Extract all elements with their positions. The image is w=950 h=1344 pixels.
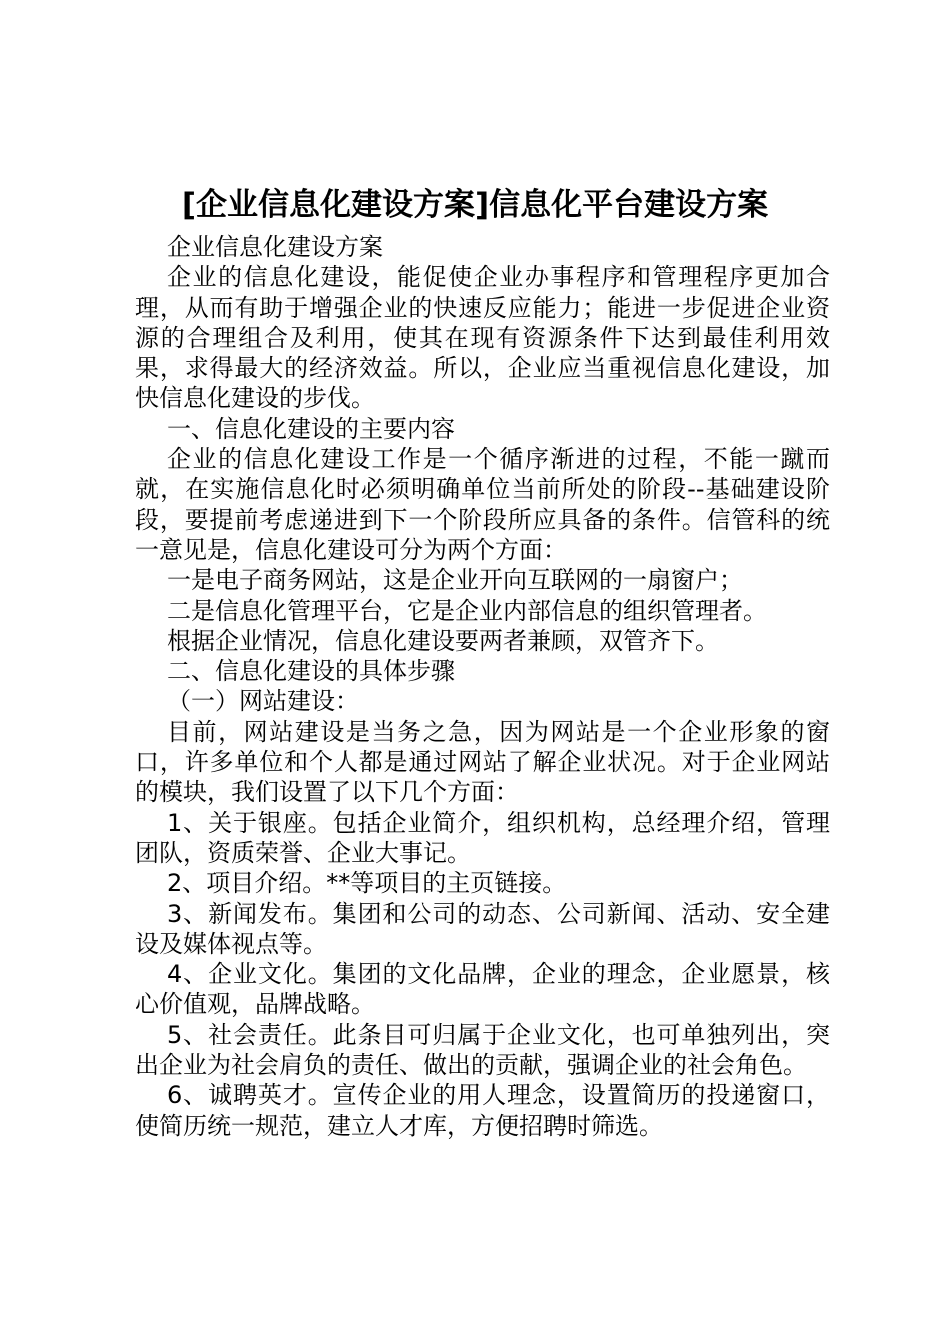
list-item: 4、企业文化。集团的文化品牌，企业的理念，企业愿景，核心价值观，品牌战略。	[135, 960, 830, 1019]
list-item: 6、诚聘英才。宣传企业的用人理念，设置简历的投递窗口，使简历统一规范，建立人才库，方便招聘时筛选。	[135, 1081, 830, 1140]
list-item: 3、新闻发布。集团和公司的动态、公司新闻、活动、安全建设及媒体视点等。	[135, 899, 830, 958]
list-item: 5、社会责任。此条目可归属于企业文化，也可单独列出，突出企业为社会肩负的责任、做出的贡献，强调企业的社会角色。	[135, 1020, 830, 1080]
paragraph: 企业的信息化建设工作是一个循序渐进的过程，不能一蹴而就，在实施信息化时必须明确单位当前所处的阶段--基础建设阶段，要提前考虑递进到下一个阶段所应具备的条件。信管科的统一意见是，信息化建设可分为两个方面：	[135, 445, 830, 564]
paragraph: 根据企业情况，信息化建设要两者兼顾，双管齐下。	[167, 626, 719, 655]
section-heading: 一、信息化建设的主要内容	[167, 414, 455, 443]
paragraph: 目前，网站建设是当务之急，因为网站是一个企业形象的窗口，许多单位和个人都是通过网站了解企业状况。对于企业网站的模块，我们设置了以下几个方面：	[135, 717, 830, 807]
document-body	[135, 232, 830, 1141]
paragraph: 一是电子商务网站，这是企业开向互联网的一扇窗户；	[167, 566, 743, 595]
section-heading: 企业信息化建设方案	[167, 233, 383, 261]
subsection-heading: （一）网站建设：	[167, 687, 359, 716]
section-heading: 二、信息化建设的具体步骤	[167, 657, 455, 686]
paragraph: 企业的信息化建设，能促使企业办事程序和管理程序更加合理，从而有助于增强企业的快速反应能力；能进一步促进企业资源的合理组合及利用，使其在现有资源条件下达到最佳利用效果，求得最大的经济效益。所以，企业应当重视信息化建设，加快信息化建设的步伐。	[135, 263, 830, 413]
list-item: 1、关于银座。包括企业简介，组织机构，总经理介绍，管理团队，资质荣誉、企业大事记。	[135, 808, 830, 867]
list-item: 2、项目介绍。**等项目的主页链接。	[167, 869, 567, 898]
paragraph: 二是信息化管理平台，它是企业内部信息的组织管理者。	[167, 596, 767, 625]
document-title: [企业信息化建设方案]信息化平台建设方案	[181, 187, 769, 223]
